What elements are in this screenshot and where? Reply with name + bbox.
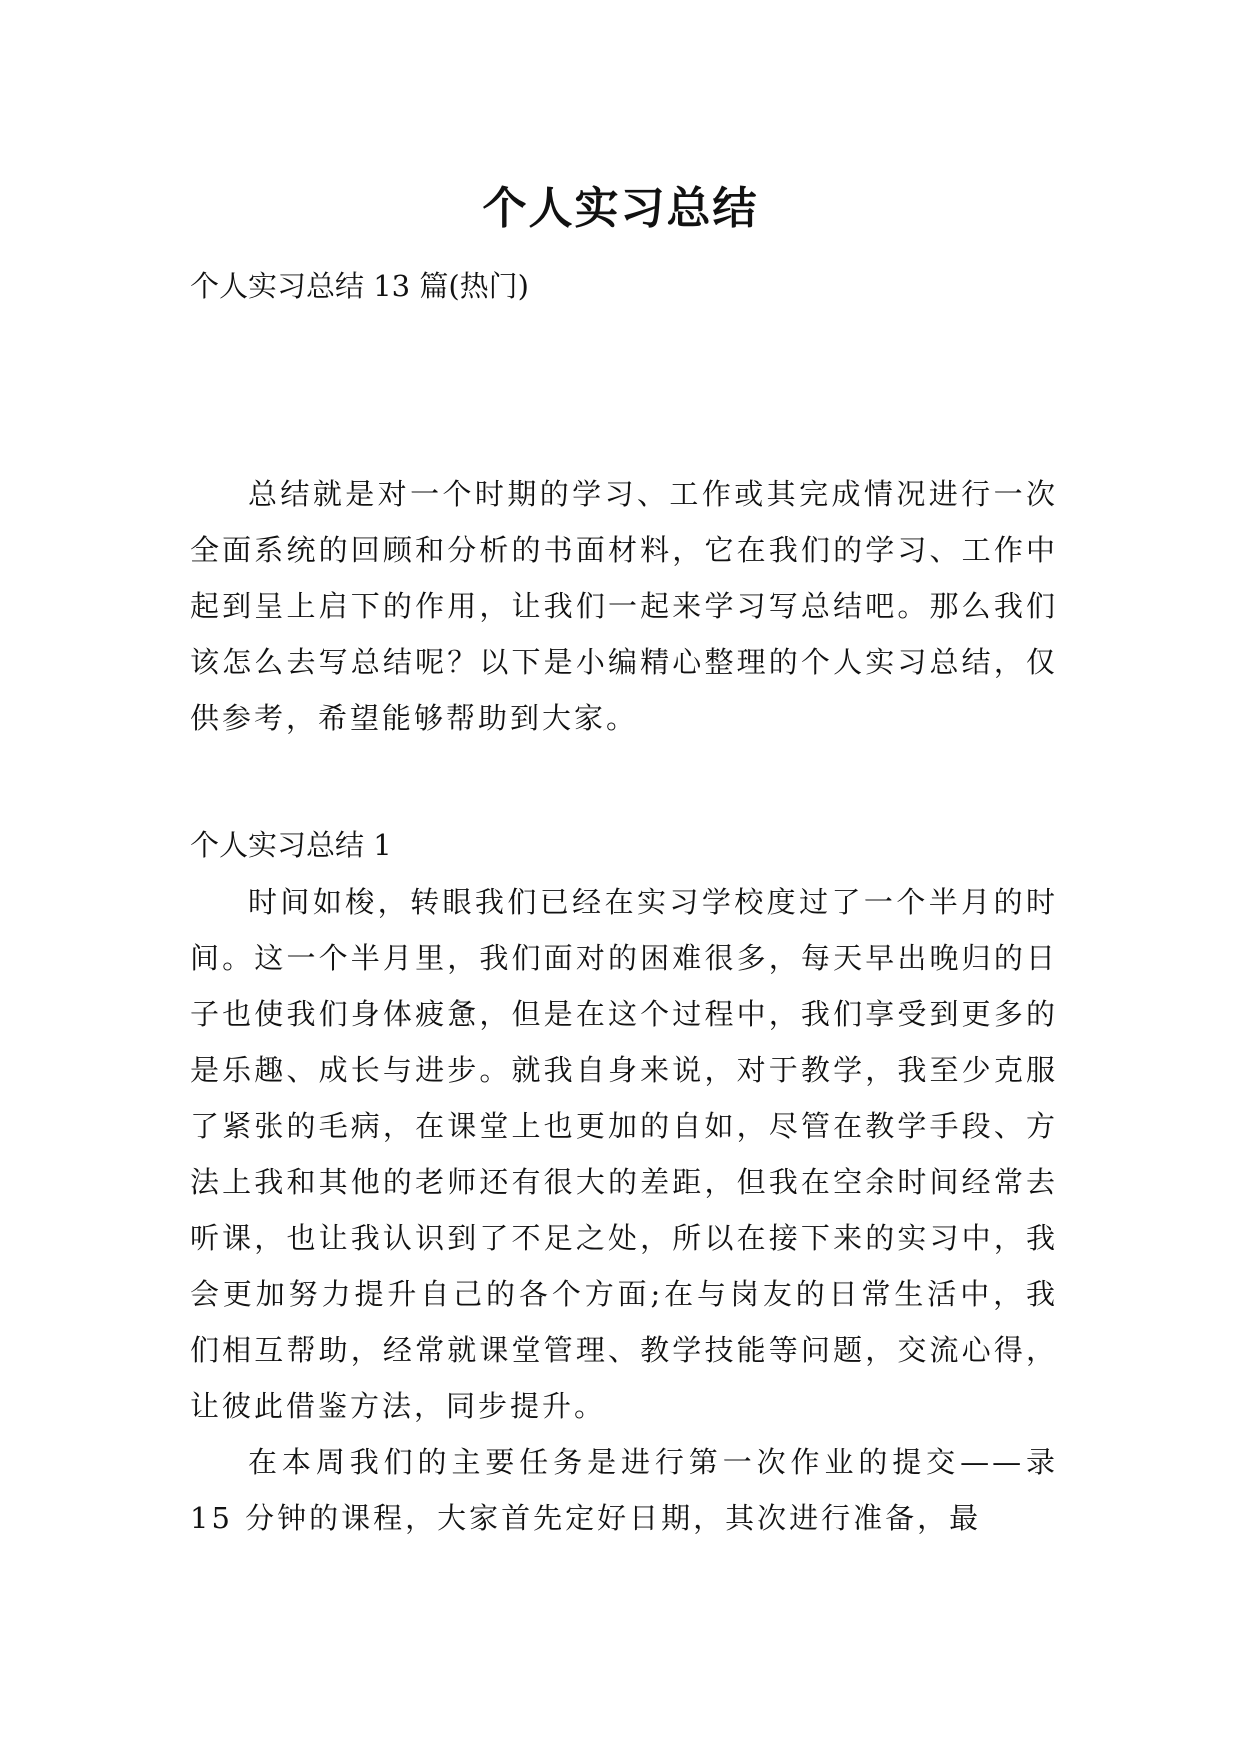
document-title: 个人实习总结 — [482, 183, 759, 235]
intro-section — [190, 466, 1058, 746]
body-paragraph: 在本周我们的主要任务是进行第一次作业的提交——录 15 分钟的课程，大家首先定好日期，其次进行准备，最 — [190, 1445, 1058, 1535]
intro-paragraph: 总结就是对一个时期的学习、工作或其完成情况进行一次全面系统的回顾和分析的书面材料，它在我们的学习、工作中起到呈上启下的作用，让我们一起来学习写总结吧。那么我们该怎么去写总结呢？以下是小编精心整理的个人实习总结，仅供参考，希望能够帮助到大家。 — [190, 477, 1058, 735]
document-subtitle: 个人实习总结 13 篇(热门) — [190, 269, 529, 303]
section-heading: 个人实习总结 1 — [190, 828, 392, 862]
body-paragraph: 时间如梭，转眼我们已经在实习学校度过了一个半月的时间。这一个半月里，我们面对的困难很多，每天早出晚归的日子也使我们身体疲惫，但是在这个过程中，我们享受到更多的是乐趣、成长与进步。就我自身来说，对于教学，我至少克服了紧张的毛病，在课堂上也更加的自如，尽管在教学手段、方法上我和其他的老师还有很大的差距，但我在空余时间经常去听课，也让我认识到了不足之处，所以在接下来的实习中，我会更加努力提升自己的各个方面;在与岗友的日常生活中，我们相互帮助，经常就课堂管理、教学技能等问题，交流心得，让彼此借鉴方法，同步提升。 — [190, 885, 1058, 1423]
section-body — [190, 874, 1058, 1546]
